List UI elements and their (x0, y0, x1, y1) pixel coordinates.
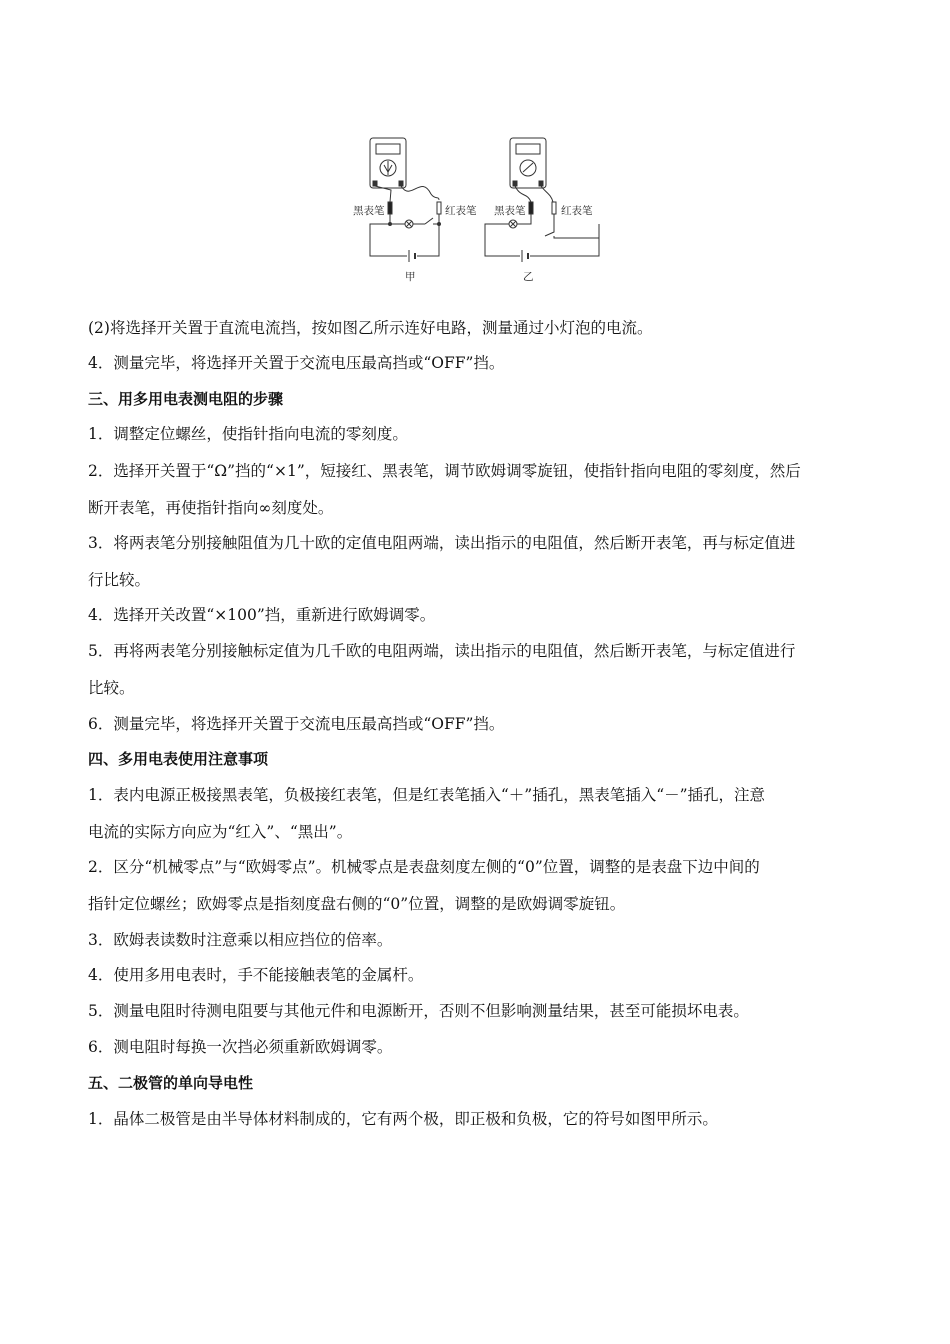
paragraph-line: 1．晶体二极管是由半导体材料制成的，它有两个极，即正极和负极，它的符号如图甲所示。 (88, 1110, 718, 1128)
paragraph-line: 断开表笔，再使指针指向∞刻度处。 (88, 499, 334, 517)
paragraph-line: 1．表内电源正极接黑表笔，负极接红表笔，但是红表笔插入“＋”插孔，黑表笔插入“－”插孔，注意 (88, 786, 766, 804)
paragraph-line: 5．再将两表笔分别接触标定值为几千欧的电阻两端，读出指示的电阻值，然后断开表笔，与标定值进行 (88, 642, 796, 660)
section-heading: 四、多用电表使用注意事项 (88, 750, 269, 768)
paragraph-line: 3．欧姆表读数时注意乘以相应挡位的倍率。 (88, 931, 393, 949)
red-lead (541, 186, 553, 202)
paragraph-line: 6．测量完毕，将选择开关置于交流电压最高挡或“OFF”挡。 (88, 715, 505, 733)
figure-right-yi (485, 138, 599, 283)
left-caption: 甲 (405, 271, 416, 283)
paragraph-line: 5．测量电阻时待测电阻要与其他元件和电源断开，否则不但影响测量结果，甚至可能损坏电表。 (88, 1002, 749, 1020)
paragraph-line: 6．测电阻时每换一次挡必须重新欧姆调零。 (88, 1038, 393, 1056)
paragraph-line: 比较。 (88, 679, 135, 697)
black-probe-tip (529, 202, 533, 214)
black-probe-tip (388, 202, 392, 214)
paragraph-line: 4．使用多用电表时，手不能接触表笔的金属杆。 (88, 966, 424, 984)
multimeter-screen (516, 144, 540, 154)
switch-icon (425, 218, 433, 224)
section-heading: 五、二极管的单向导电性 (88, 1074, 254, 1092)
paragraph-line: 行比较。 (88, 571, 151, 589)
paragraph-line: 指针定位螺丝；欧姆零点是指刻度盘右侧的“0”位置，调整的是欧姆调零旋钮。 (88, 895, 626, 913)
paragraph-line: 2．区分“机械零点”与“欧姆零点”。机械零点是表盘刻度左侧的“0”位置，调整的是表盘下边中间的 (88, 858, 760, 876)
paragraph-line: 3．将两表笔分别接触阻值为几十欧的定值电阻两端，读出指示的电阻值，然后断开表笔，再与标定值进 (88, 534, 796, 552)
right-black-probe-label: 黑表笔 (494, 205, 526, 217)
red-probe-tip (552, 202, 556, 214)
left-black-probe-label: 黑表笔 (353, 205, 385, 217)
paragraph-line: 1．调整定位螺丝，使指针指向电流的零刻度。 (88, 425, 408, 443)
multimeter-circuit-figure (345, 132, 605, 292)
paragraph-line: 2．选择开关置于“Ω”挡的“×1”，短接红、黑表笔，调节欧姆调零旋钮，使指针指向电阻的零刻度，然后 (88, 462, 801, 480)
paragraph-line: 电流的实际方向应为“红入”、“黑出”。 (88, 823, 353, 841)
right-red-probe-label: 红表笔 (561, 205, 593, 217)
left-red-probe-label: 红表笔 (445, 205, 477, 217)
right-caption: 乙 (523, 271, 534, 283)
paragraph-line: 4．选择开关改置“×100”挡，重新进行欧姆调零。 (88, 606, 436, 624)
red-lead (401, 186, 439, 200)
red-probe-tip (437, 202, 441, 214)
switch-icon (545, 214, 554, 236)
section-heading: 三、用多用电表测电阻的步骤 (88, 390, 284, 408)
figure-left-jia (353, 138, 477, 283)
paragraph-line: 4．测量完毕，将选择开关置于交流电压最高挡或“OFF”挡。 (88, 354, 505, 372)
paragraph-line: (2)将选择开关置于直流电流挡，按如图乙所示连好电路，测量通过小灯泡的电流。 (88, 319, 653, 337)
multimeter-screen (376, 144, 400, 154)
